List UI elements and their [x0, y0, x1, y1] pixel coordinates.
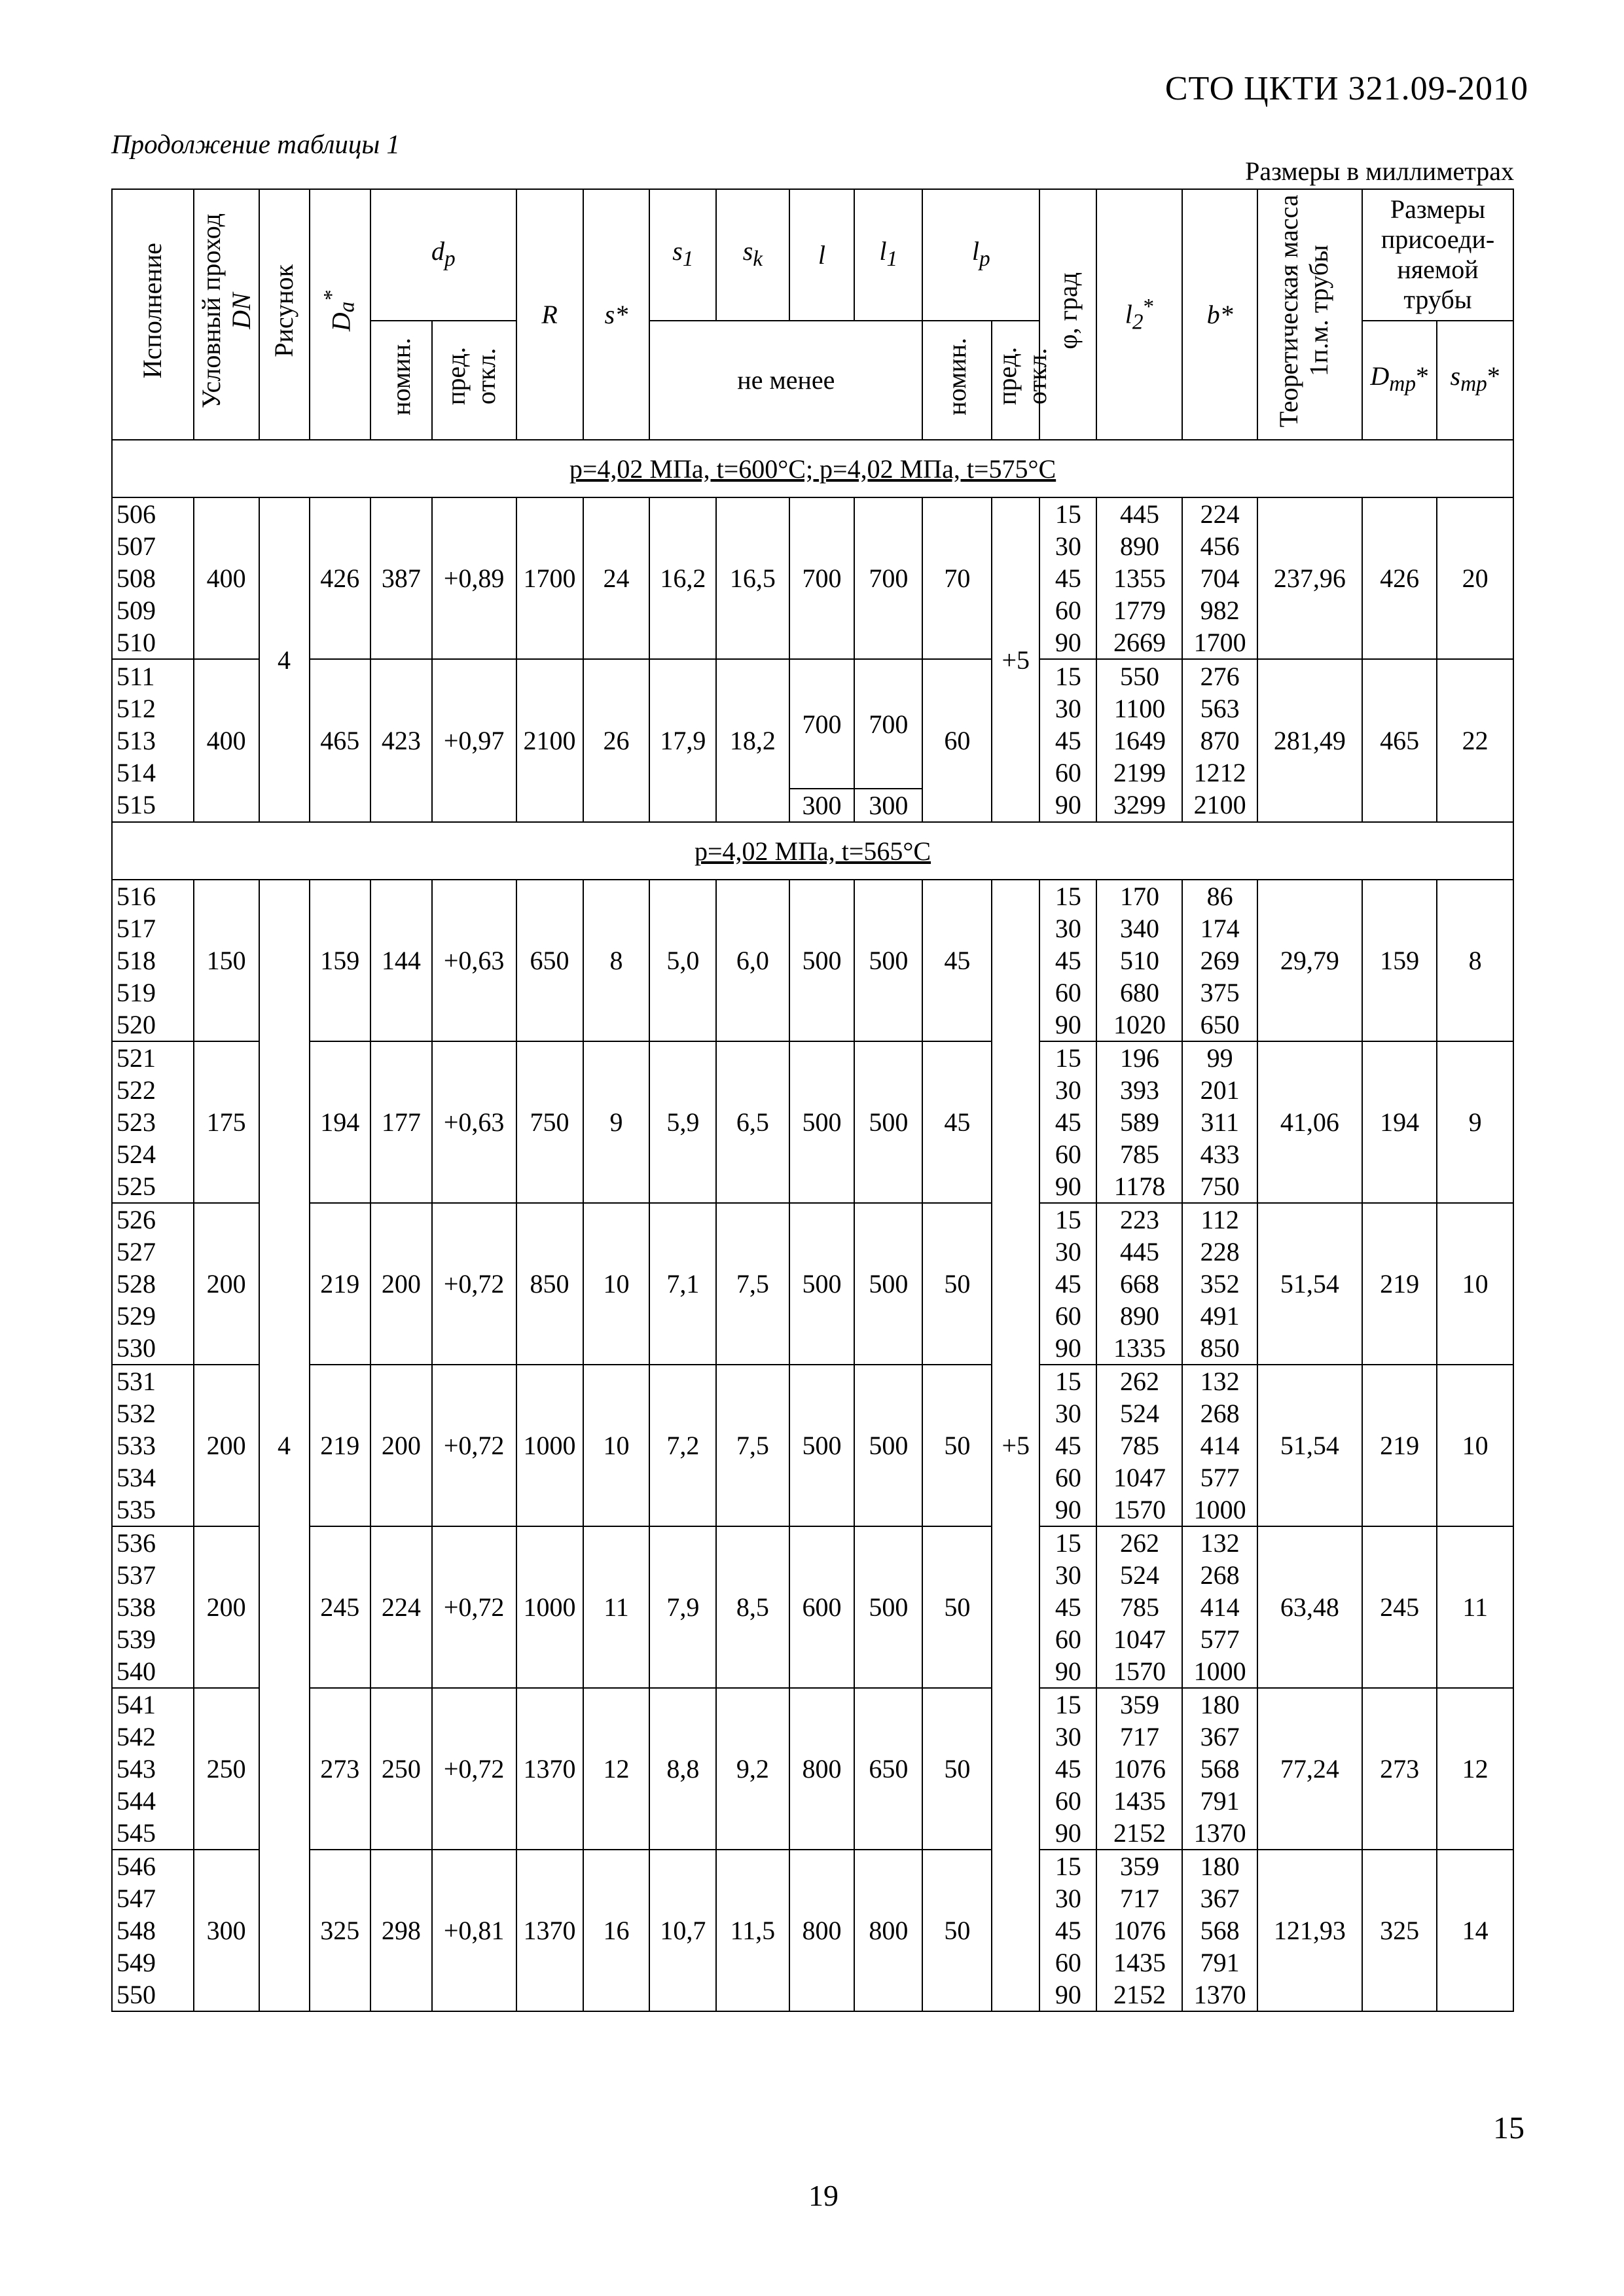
cell-dtr: 159: [1362, 880, 1437, 1041]
cell-phi: 15 30 45 60 90: [1039, 1850, 1096, 2011]
section-title: p=4,02 МПа, t=565°С: [112, 822, 1513, 880]
cell-dn: 300: [194, 1850, 259, 2011]
cell-dn: 250: [194, 1688, 259, 1850]
cell-s1: 7,1: [649, 1203, 716, 1365]
cell-mass: 63,48: [1257, 1526, 1362, 1688]
col-dp-nom: номин.: [370, 321, 432, 440]
cell-lp-nom: 70: [922, 497, 992, 659]
col-phi: φ, град: [1039, 189, 1096, 440]
cell-l2: 262 524 785 1047 1570: [1096, 1526, 1182, 1688]
cell-da: 194: [310, 1041, 371, 1203]
cell-ids: 511 512 513 514 515: [112, 659, 194, 822]
col-dn: Условный проход DN: [194, 189, 259, 440]
cell-str: 9: [1437, 1041, 1513, 1203]
cell-ids: 516 517 518 519 520: [112, 880, 194, 1041]
cell-s1: 5,9: [649, 1041, 716, 1203]
cell-dp-tol: +0,72: [432, 1203, 516, 1365]
page-number: 15: [1493, 2111, 1525, 2145]
cell-l: 800: [789, 1688, 855, 1850]
cell-da: 219: [310, 1365, 371, 1526]
table-row: [112, 497, 1513, 659]
col-pipe-dims: Размеры присоеди- няемой трубы: [1362, 189, 1513, 321]
col-dtr: $D_{тр}*$: [1362, 321, 1437, 440]
cell-dn: 200: [194, 1203, 259, 1365]
cell-dn: 400: [194, 497, 259, 659]
cell-lp-nom: 50: [922, 1526, 992, 1688]
table-row: [112, 1688, 1513, 1850]
cell-lp-nom: 45: [922, 880, 992, 1041]
cell-mass: 237,96: [1257, 497, 1362, 659]
cell-figure: 4: [259, 880, 310, 2011]
cell-dp-nom: 177: [370, 1041, 432, 1203]
cell-phi: 15 30 45 60 90: [1039, 497, 1096, 659]
cell-b: 224 456 704 982 1700: [1182, 497, 1257, 659]
cell-dp-tol: +0,72: [432, 1688, 516, 1850]
cell-s: 8: [583, 880, 650, 1041]
table-row: [112, 1850, 1513, 2011]
cell-s: 9: [583, 1041, 650, 1203]
cell-dp-nom: 224: [370, 1526, 432, 1688]
cell-sk: 9,2: [716, 1688, 789, 1850]
cell-b: 132 268 414 577 1000: [1182, 1365, 1257, 1526]
cell-sk: 18,2: [716, 659, 789, 822]
cell-dp-nom: 250: [370, 1688, 432, 1850]
cell-dp-tol: +0,81: [432, 1850, 516, 2011]
cell-da: 465: [310, 659, 371, 822]
col-l1: $l_1$: [854, 189, 922, 321]
cell-s: 24: [583, 497, 650, 659]
cell-l: 500: [789, 880, 855, 1041]
cell-dtr: 219: [1362, 1365, 1437, 1526]
cell-b: 112 228 352 491 850: [1182, 1203, 1257, 1365]
cell-s1: 5,0: [649, 880, 716, 1041]
cell-da: 159: [310, 880, 371, 1041]
cell-l2: 170 340 510 680 1020: [1096, 880, 1182, 1041]
cell-l2: 262 524 785 1047 1570: [1096, 1365, 1182, 1526]
cell-s1: 16,2: [649, 497, 716, 659]
col-l: l: [789, 189, 855, 321]
col-da: $D_a^*$: [310, 189, 371, 440]
cell-mass: 281,49: [1257, 659, 1362, 822]
cell-dp-tol: +0,97: [432, 659, 516, 822]
cell-s: 26: [583, 659, 650, 822]
cell-ids: 546 547 548 549 550: [112, 1850, 194, 2011]
cell-l-alt: 300: [789, 789, 855, 822]
cell-lp-nom: 50: [922, 1688, 992, 1850]
cell-l1: 500: [854, 1526, 922, 1688]
table-row: [112, 659, 1513, 789]
cell-dtr: 325: [1362, 1850, 1437, 2011]
col-dp-tol: пред. откл.: [432, 321, 516, 440]
cell-s1: 17,9: [649, 659, 716, 822]
section-title: p=4,02 МПа, t=600°С; p=4,02 МПа, t=575°С: [112, 440, 1513, 497]
cell-lp-nom: 50: [922, 1365, 992, 1526]
cell-str: 12: [1437, 1688, 1513, 1850]
table-row: [112, 1365, 1513, 1526]
cell-mass: 77,24: [1257, 1688, 1362, 1850]
cell-dp-tol: +0,72: [432, 1365, 516, 1526]
sheet-number: 19: [808, 2179, 839, 2212]
cell-l1: 500: [854, 1203, 922, 1365]
col-s1: $s_1$: [649, 189, 716, 321]
cell-l1: 800: [854, 1850, 922, 2011]
table-row: [112, 880, 1513, 1041]
cell-r: 850: [516, 1203, 583, 1365]
dimensions-table: [111, 188, 1514, 2012]
col-r: R: [516, 189, 583, 440]
cell-l2: 196 393 589 785 1178: [1096, 1041, 1182, 1203]
col-not-less: не менее: [649, 321, 922, 440]
cell-str: 8: [1437, 880, 1513, 1041]
cell-s: 16: [583, 1850, 650, 2011]
cell-lp-nom: 60: [922, 659, 992, 822]
cell-sk: 6,0: [716, 880, 789, 1041]
cell-dp-tol: +0,63: [432, 880, 516, 1041]
cell-mass: 51,54: [1257, 1365, 1362, 1526]
cell-l1: 700: [854, 497, 922, 659]
cell-s: 10: [583, 1365, 650, 1526]
cell-mass: 51,54: [1257, 1203, 1362, 1365]
cell-r: 650: [516, 880, 583, 1041]
document-code: СТО ЦКТИ 321.09-2010: [1164, 70, 1528, 107]
cell-dtr: 219: [1362, 1203, 1437, 1365]
cell-ids: 541 542 543 544 545: [112, 1688, 194, 1850]
cell-phi-tol: +5: [992, 880, 1039, 2011]
cell-s1: 10,7: [649, 1850, 716, 2011]
cell-dp-tol: +0,89: [432, 497, 516, 659]
cell-sk: 7,5: [716, 1203, 789, 1365]
cell-dp-nom: 200: [370, 1365, 432, 1526]
table-row: [112, 1203, 1513, 1365]
section-header-row: [112, 440, 1513, 497]
col-sk: $s_k$: [716, 189, 789, 321]
cell-dp-nom: 387: [370, 497, 432, 659]
cell-l: 500: [789, 1041, 855, 1203]
cell-lp-nom: 50: [922, 1203, 992, 1365]
units-note: Размеры в миллиметрах: [1245, 156, 1514, 186]
cell-r: 1000: [516, 1365, 583, 1526]
col-dp: $d_p$: [370, 189, 516, 321]
col-lp: $l_p$: [922, 189, 1039, 321]
cell-l1-alt: 300: [854, 789, 922, 822]
cell-sk: 11,5: [716, 1850, 789, 2011]
cell-l: 700: [789, 659, 855, 789]
cell-sk: 6,5: [716, 1041, 789, 1203]
cell-l1: 650: [854, 1688, 922, 1850]
cell-s1: 8,8: [649, 1688, 716, 1850]
cell-dp-tol: +0,63: [432, 1041, 516, 1203]
cell-b: 99 201 311 433 750: [1182, 1041, 1257, 1203]
cell-ids: 531 532 533 534 535: [112, 1365, 194, 1526]
cell-dn: 175: [194, 1041, 259, 1203]
cell-da: 245: [310, 1526, 371, 1688]
cell-figure: 4: [259, 497, 310, 822]
col-execution: Исполнение: [112, 189, 194, 440]
cell-l2: 550 1100 1649 2199 3299: [1096, 659, 1182, 822]
cell-l1: 500: [854, 1041, 922, 1203]
col-mass: Теоретическая масса 1п.м. трубы: [1257, 189, 1362, 440]
cell-s1: 7,9: [649, 1526, 716, 1688]
cell-dn: 400: [194, 659, 259, 822]
cell-phi: 15 30 45 60 90: [1039, 1688, 1096, 1850]
cell-str: 11: [1437, 1526, 1513, 1688]
cell-b: 86 174 269 375 650: [1182, 880, 1257, 1041]
cell-phi: 15 30 45 60 90: [1039, 1365, 1096, 1526]
cell-dp-nom: 298: [370, 1850, 432, 2011]
cell-l: 500: [789, 1203, 855, 1365]
cell-ids: 506 507 508 509 510: [112, 497, 194, 659]
cell-str: 10: [1437, 1365, 1513, 1526]
cell-phi: 15 30 45 60 90: [1039, 659, 1096, 822]
cell-sk: 7,5: [716, 1365, 789, 1526]
cell-s: 10: [583, 1203, 650, 1365]
cell-sk: 8,5: [716, 1526, 789, 1688]
cell-s: 11: [583, 1526, 650, 1688]
cell-r: 1700: [516, 497, 583, 659]
cell-s: 12: [583, 1688, 650, 1850]
cell-mass: 41,06: [1257, 1041, 1362, 1203]
cell-l: 600: [789, 1526, 855, 1688]
cell-b: 276 563 870 1212 2100: [1182, 659, 1257, 822]
cell-dtr: 465: [1362, 659, 1437, 822]
cell-dtr: 245: [1362, 1526, 1437, 1688]
cell-b: 180 367 568 791 1370: [1182, 1688, 1257, 1850]
cell-b: 180 367 568 791 1370: [1182, 1850, 1257, 2011]
cell-sk: 16,5: [716, 497, 789, 659]
table-row: [112, 1526, 1513, 1688]
cell-r: 1370: [516, 1850, 583, 2011]
cell-dtr: 426: [1362, 497, 1437, 659]
cell-dn: 200: [194, 1365, 259, 1526]
cell-r: 1370: [516, 1688, 583, 1850]
cell-ids: 526 527 528 529 530: [112, 1203, 194, 1365]
cell-l: 800: [789, 1850, 855, 2011]
cell-phi: 15 30 45 60 90: [1039, 880, 1096, 1041]
cell-r: 1000: [516, 1526, 583, 1688]
cell-phi: 15 30 45 60 90: [1039, 1526, 1096, 1688]
cell-r: 2100: [516, 659, 583, 822]
cell-str: 14: [1437, 1850, 1513, 2011]
cell-str: 20: [1437, 497, 1513, 659]
cell-dn: 200: [194, 1526, 259, 1688]
cell-da: 426: [310, 497, 371, 659]
cell-lp-nom: 50: [922, 1850, 992, 2011]
cell-dp-nom: 423: [370, 659, 432, 822]
cell-dtr: 194: [1362, 1041, 1437, 1203]
cell-ids: 521 522 523 524 525: [112, 1041, 194, 1203]
cell-lp-nom: 45: [922, 1041, 992, 1203]
col-l2: $l_2^*$: [1096, 189, 1182, 440]
cell-l: 500: [789, 1365, 855, 1526]
table-row: [112, 1041, 1513, 1203]
cell-l2: 445 890 1355 1779 2669: [1096, 497, 1182, 659]
cell-dn: 150: [194, 880, 259, 1041]
cell-dp-tol: +0,72: [432, 1526, 516, 1688]
cell-l2: 359 717 1076 1435 2152: [1096, 1688, 1182, 1850]
cell-mass: 121,93: [1257, 1850, 1362, 2011]
cell-da: 325: [310, 1850, 371, 2011]
cell-l: 700: [789, 497, 855, 659]
cell-dp-nom: 144: [370, 880, 432, 1041]
cell-phi: 15 30 45 60 90: [1039, 1203, 1096, 1365]
col-lp-nom: номин.: [922, 321, 992, 440]
cell-dp-nom: 200: [370, 1203, 432, 1365]
cell-l1: 700: [854, 659, 922, 789]
cell-ids: 536 537 538 539 540: [112, 1526, 194, 1688]
col-figure: Рисунок: [259, 189, 310, 440]
cell-r: 750: [516, 1041, 583, 1203]
cell-l2: 359 717 1076 1435 2152: [1096, 1850, 1182, 2011]
col-str: $s_{тр}*$: [1437, 321, 1513, 440]
cell-da: 219: [310, 1203, 371, 1365]
cell-l2: 223 445 668 890 1335: [1096, 1203, 1182, 1365]
col-lp-tol: пред. откл.: [992, 321, 1039, 440]
cell-da: 273: [310, 1688, 371, 1850]
cell-str: 22: [1437, 659, 1513, 822]
cell-phi-tol: +5: [992, 497, 1039, 822]
section-header-row: [112, 822, 1513, 880]
cell-l1: 500: [854, 880, 922, 1041]
cell-phi: 15 30 45 60 90: [1039, 1041, 1096, 1203]
col-b: b*: [1182, 189, 1257, 440]
cell-str: 10: [1437, 1203, 1513, 1365]
col-s: s*: [583, 189, 650, 440]
cell-l1: 500: [854, 1365, 922, 1526]
table-continuation-caption: Продолжение таблицы 1: [111, 129, 400, 159]
cell-b: 132 268 414 577 1000: [1182, 1526, 1257, 1688]
cell-mass: 29,79: [1257, 880, 1362, 1041]
cell-s1: 7,2: [649, 1365, 716, 1526]
cell-dtr: 273: [1362, 1688, 1437, 1850]
